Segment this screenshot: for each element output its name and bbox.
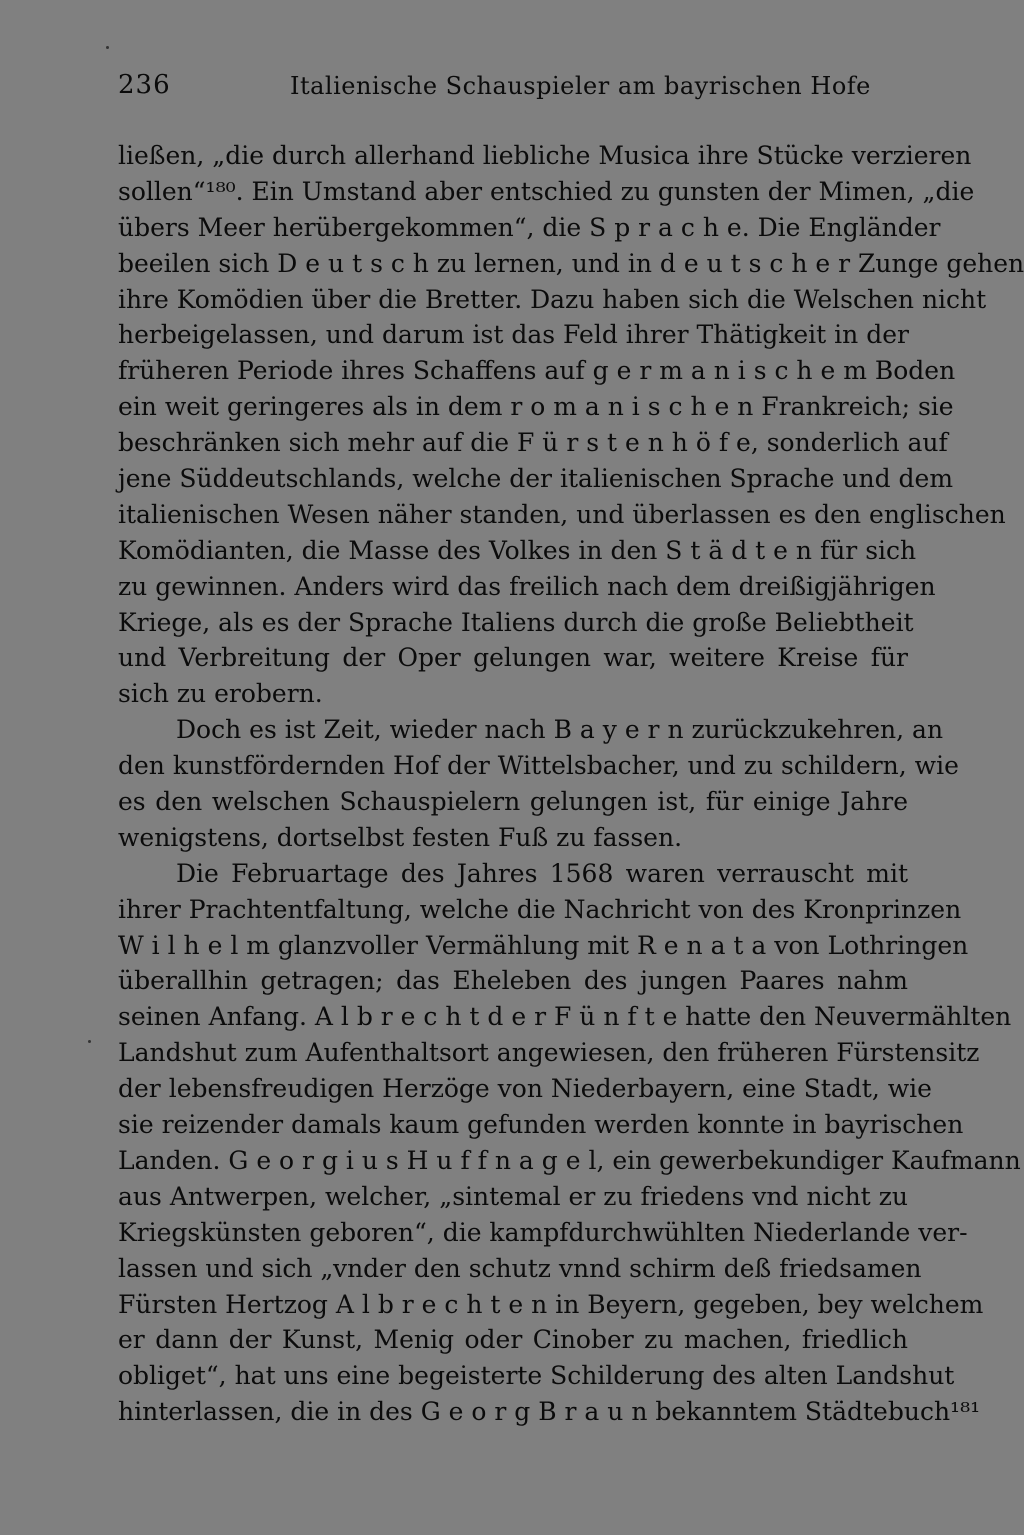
text-line: italienischen Wesen näher standen, und überlassen es den englischen	[118, 499, 1006, 529]
page-header	[118, 70, 908, 110]
text-line: und Verbreitung der Oper gelungen war, weitere Kreise für	[118, 643, 908, 673]
text-line: sollen“¹⁸⁰. Ein Umstand aber entschied zu gunsten der Mimen, „die	[118, 176, 975, 206]
text-line: wenigstens, dortselbst festen Fuß zu fassen.	[118, 822, 683, 852]
text-line: lassen und sich „vnder den schutz vnnd schirm deß friedsamen	[118, 1253, 922, 1283]
text-line: ließen, „die durch allerhand liebliche Musica ihre Stücke verzieren	[118, 141, 972, 170]
text-line: es den welschen Schauspielern gelungen ist, für einige Jahre	[118, 787, 908, 817]
text-line: den kunstfördernden Hof der Wittelsbacher, und zu schildern, wie	[118, 751, 959, 781]
scan-speck	[106, 46, 109, 49]
text-line: er dann der Kunst, Menig oder Cinober zu machen, friedlich	[118, 1325, 908, 1355]
page-number: 236	[118, 70, 171, 100]
text-line: herbeigelassen, und darum ist das Feld ihrer Thätigkeit in der	[118, 320, 909, 350]
text-line: beschränken sich mehr auf die F ü r s t e n h ö f e, sonderlich auf	[118, 428, 948, 458]
text-line: ihre Komödien über die Bretter. Dazu haben sich die Welschen nicht	[118, 284, 987, 314]
text-line: sich zu erobern.	[118, 679, 323, 709]
text-line: überallhin getragen; das Eheleben des jungen Paares nahm	[118, 966, 908, 996]
text-line: Komödianten, die Masse des Volkes in den S t ä d t e n für sich	[118, 535, 917, 565]
text-line: hinterlassen, die in des G e o r g B r a u n bekanntem Städtebuch¹⁸¹	[118, 1397, 981, 1427]
text-line: übers Meer herübergekommen“, die S p r a c h e. Die Engländer	[118, 212, 941, 242]
text-line: obliget“, hat uns eine begeisterte Schilderung des alten Landshut	[118, 1361, 955, 1391]
text-line: zu gewinnen. Anders wird das freilich nach dem dreißigjährigen	[118, 571, 936, 601]
text-line: Landshut zum Aufenthaltsort angewiesen, den früheren Fürstensitz	[118, 1038, 980, 1068]
text-line: Landen. G e o r g i u s H u f f n a g e l, ein gewerbekundiger Kaufmann	[118, 1145, 1021, 1175]
text-line: der lebensfreudigen Herzöge von Niederbayern, eine Stadt, wie	[118, 1074, 932, 1104]
text-line: Fürsten Hertzog A l b r e c h t e n in Beyern, gegeben, bey welchem	[118, 1289, 984, 1319]
text-line: sie reizender damals kaum gefunden werden konnte in bayrischen	[118, 1110, 964, 1140]
text-line: seinen Anfang. A l b r e c h t d e r F ü n f t e hatte den Neuvermählten	[118, 1002, 1012, 1032]
scan-speck	[88, 1040, 91, 1043]
text-line: ein weit geringeres als in dem r o m a n i s c h e n Frankreich; sie	[118, 392, 954, 422]
text-line: Kriege, als es der Sprache Italiens durch die große Beliebtheit	[118, 607, 914, 637]
text-line: Die Februartage des Jahres 1568 waren verrauscht mit	[176, 858, 908, 888]
running-title: Italienische Schauspieler am bayrischen Hofe	[290, 72, 871, 100]
text-line: Doch es ist Zeit, wieder nach B a y e r n zurückzukehren, an	[176, 715, 944, 745]
body-text	[118, 138, 1024, 1430]
text-line: ihrer Prachtentfaltung, welche die Nachricht von des Kronprinzen	[118, 894, 962, 924]
text-line: W i l h e l m glanzvoller Vermählung mit R e n a t a von Lothringen	[118, 930, 969, 960]
text-line: jene Süddeutschlands, welche der italienischen Sprache und dem	[118, 464, 954, 494]
text-line: Kriegskünsten geboren“, die kampfdurchwühlten Niederlande ver-	[118, 1217, 968, 1247]
text-line: früheren Periode ihres Schaffens auf g e r m a n i s c h e m Boden	[118, 356, 956, 386]
text-line: beeilen sich D e u t s c h zu lernen, und in d e u t s c h e r Zunge gehen	[118, 248, 1024, 278]
text-line: aus Antwerpen, welcher, „sintemal er zu friedens vnd nicht zu	[118, 1181, 908, 1211]
